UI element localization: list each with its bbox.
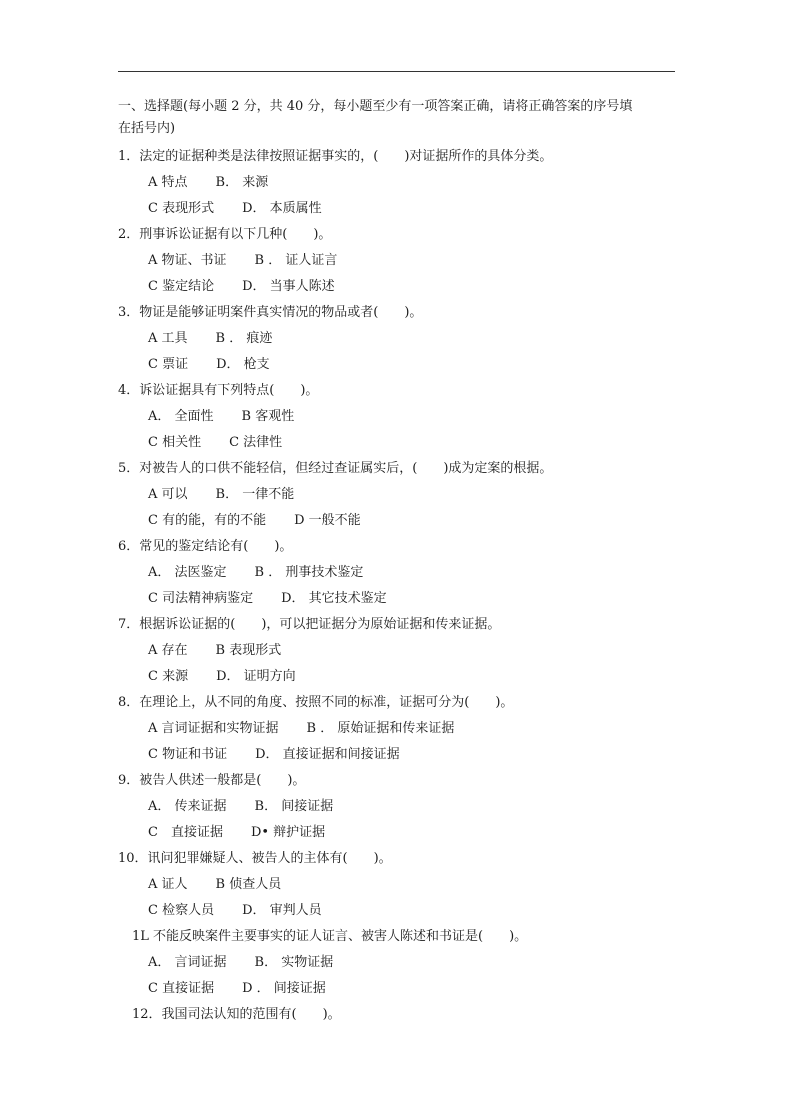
answer-option: D 一般不能 [294,513,361,528]
section-heading-line-2: 在括号内) [118,121,176,136]
answer-option: D• 辩护证据 [250,825,326,840]
answer-option: A 存在 [148,643,188,658]
header-rule [118,71,675,72]
answer-option: C 物证和书证 [148,747,228,762]
option-row [118,404,678,430]
answer-option: B 表现形式 [215,643,282,658]
answer-option: A 特点 [148,175,188,190]
question-stem: 6．常见的鉴定结论有( )。 [118,539,293,554]
option-row [118,898,678,924]
answer-option: D． 直接证据和间接证据 [255,747,400,762]
option-row [118,326,678,352]
question-stem: 12．我国司法认知的范围有( )。 [132,1007,341,1022]
option-row [118,794,678,820]
answer-option: C 司法精神病鉴定 [148,591,254,606]
answer-option: A 可以 [148,487,188,502]
answer-option: B ． 证人证言 [254,253,338,268]
answer-option: C 票证 [148,357,189,372]
question-stem: 8．在理论上，从不同的角度、按照不同的标准，证据可分为( )。 [118,695,514,710]
question-list [118,144,678,1028]
option-row [118,638,678,664]
answer-option: B 客观性 [241,409,295,424]
question-stem: 7．根据诉讼证据的( )，可以把证据分为原始证据和传来证据。 [118,617,501,632]
answer-option: D． 审判人员 [242,903,322,918]
answer-option: B ． 原始证据和传来证据 [306,721,455,736]
answer-option: A 物证、书证 [148,253,227,268]
answer-option: D． 当事人陈述 [242,279,335,294]
section-heading [118,96,678,140]
option-row [118,170,678,196]
option-row [118,820,678,846]
option-row [118,976,678,1002]
option-row [118,196,678,222]
answer-option: B． 一律不能 [215,487,295,502]
answer-option: A． 法医鉴定 [148,565,227,580]
answer-option: B ． 痕迹 [215,331,273,346]
answer-option: C 法律性 [229,435,283,450]
answer-option: D． 枪支 [216,357,270,372]
option-row [118,508,678,534]
option-row [118,872,678,898]
answer-option: D． 其它技术鉴定 [281,591,387,606]
question-stem: 10．讯问犯罪嫌疑人、被告人的主体有( )。 [118,851,392,866]
answer-option: A 言词证据和实物证据 [148,721,279,736]
question-stem: 2．刑事诉讼证据有以下几种( )。 [118,227,332,242]
answer-option: B ． 刑事技术鉴定 [254,565,364,580]
option-row [118,482,678,508]
option-row [118,560,678,586]
document-body [118,96,678,1028]
question-stem: 4．诉讼证据具有下列特点( )。 [118,383,319,398]
answer-option: B． 实物证据 [254,955,334,970]
answer-option: A． 言词证据 [148,955,227,970]
answer-option: C 表现形式 [148,201,215,216]
option-row [118,248,678,274]
answer-option: B 侦查人员 [215,877,282,892]
answer-option: C 鉴定结论 [148,279,215,294]
section-heading-line-1: 一、选择题(每小题 2 分，共 40 分，每小题至少有一项答案正确，请将正确答案的序号填 [118,99,633,114]
question-stem: 1．法定的证据种类是法律按照证据事实的，( )对证据所作的具体分类。 [118,149,553,164]
answer-option: A 证人 [148,877,188,892]
answer-option: D ． 间接证据 [242,981,326,996]
answer-option: D． 证明方向 [216,669,296,684]
question-stem: 3．物证是能够证明案件真实情况的物品或者( )。 [118,305,423,320]
answer-option: D． 本质属性 [242,201,322,216]
answer-option: C 直接证据 [148,981,215,996]
question-stem: 1L 不能反映案件主要事实的证人证言、被害人陈述和书证是( )。 [132,929,528,944]
option-row [118,430,678,456]
answer-option: A． 传来证据 [148,799,227,814]
option-row [118,352,678,378]
question-stem: 5．对被告人的口供不能轻信，但经过查证属实后，( )成为定案的根据。 [118,461,553,476]
answer-option: C 直接证据 [148,825,223,840]
answer-option: A． 全面性 [148,409,214,424]
answer-option: C 有的能，有的不能 [148,513,267,528]
option-row [118,274,678,300]
question-stem: 9．被告人供述一般都是( )。 [118,773,306,788]
option-row [118,950,678,976]
option-row [118,586,678,612]
answer-option: A 工具 [148,331,188,346]
option-row [118,742,678,768]
answer-option: C 检察人员 [148,903,215,918]
answer-option: B． 间接证据 [254,799,334,814]
option-row [118,716,678,742]
option-row [118,664,678,690]
answer-option: B． 来源 [215,175,269,190]
answer-option: C 来源 [148,669,189,684]
answer-option: C 相关性 [148,435,202,450]
